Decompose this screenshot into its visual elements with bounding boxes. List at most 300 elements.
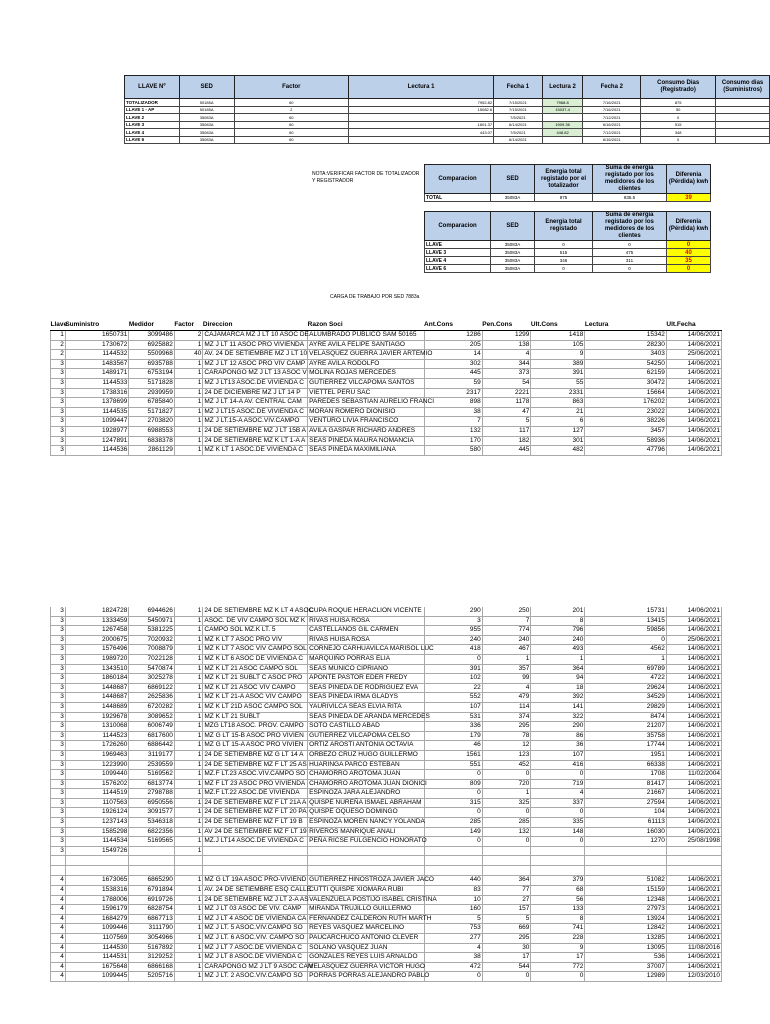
detail-cell: 389 [531, 359, 585, 369]
detail-cell: 14/06/2021 [666, 436, 721, 446]
detail-cell: 277 [424, 934, 482, 944]
comparison-cell: LLAVE 6 [425, 265, 491, 273]
summary-cell: 60 [234, 114, 349, 122]
summary-cell: LLAVE 4 [125, 129, 180, 137]
detail-col-header: Pen.Cons [482, 318, 531, 331]
detail-cell: 544 [482, 962, 531, 972]
detail-cell: 34529 [585, 693, 666, 703]
detail-cell: 467 [482, 645, 531, 655]
detail-cell [51, 856, 66, 866]
detail-cell: 1 [174, 953, 203, 963]
detail-cell: SEAS PINEDA MAURA NOMANCIA [308, 436, 424, 446]
summary-cell: 7/15/2021 [494, 99, 543, 107]
detail-cell: 12989 [585, 972, 666, 982]
detail-cell: 1596179 [65, 905, 129, 915]
detail-cell: 86 [531, 731, 585, 741]
detail-cell: 1969463 [65, 750, 129, 760]
detail-row [51, 895, 722, 905]
detail-table-top [50, 318, 722, 456]
detail-cell: 6869122 [129, 683, 175, 693]
summary-cell: LLAVE 2 [125, 114, 180, 122]
detail-cell: MZ K LT 1 ASOC.DE VIVIENDA C [203, 446, 308, 456]
detail-cell: 3054966 [129, 934, 175, 944]
detail-cell: 1708 [585, 770, 666, 780]
detail-cell: MZ J LT 4 ASOC DE VIVIENDA CA [203, 914, 308, 924]
detail-cell: 3 [51, 798, 66, 808]
detail-cell: 14/06/2021 [666, 664, 721, 674]
detail-cell: 1267458 [65, 626, 129, 636]
detail-cell: 11/08/2016 [666, 943, 721, 953]
detail-cell: 3 [51, 702, 66, 712]
detail-cell: 24 DE SETIEMBRE MZ F LT 20 PA [203, 808, 308, 818]
detail-cell: 5 [482, 417, 531, 427]
detail-row [51, 779, 722, 789]
detail-cell: 99 [482, 674, 531, 684]
detail-row [51, 789, 722, 799]
detail-cell: 14/06/2021 [666, 369, 721, 379]
detail-col-header: Medidor [129, 318, 175, 331]
detail-cell: MZ J LT 7 ASOC.DE VIVIENDA C [203, 943, 308, 953]
comparison-cell: 35083A [491, 241, 535, 249]
detail-row [51, 674, 722, 684]
detail-cell: 14/06/2021 [666, 731, 721, 741]
detail-row [51, 607, 722, 616]
detail-cell: PORRAS PORRAS ALEJANDRO PABLO [308, 972, 424, 982]
detail-cell: 7 [482, 616, 531, 626]
detail-row [51, 866, 722, 876]
detail-cell: 1 [531, 654, 585, 664]
detail-cell: 149 [424, 827, 482, 837]
detail-cell: 357 [482, 664, 531, 674]
detail-cell: 21207 [585, 722, 666, 732]
detail-cell: 14/06/2021 [666, 808, 721, 818]
detail-cell: HUARINGA PARCO ESTEBAN [308, 760, 424, 770]
detail-cell: 132 [482, 827, 531, 837]
comparison-cell: 40 [667, 249, 711, 257]
detail-cell: GUTIERREZ VILCAPOMA SANTOS [308, 378, 424, 388]
detail-col-header: Suministro [65, 318, 129, 331]
detail-row [51, 886, 722, 896]
detail-cell: 416 [531, 760, 585, 770]
detail-cell: ALUMBRADO PUBLICO SAM 50165 [308, 331, 424, 341]
detail-cell: 5381225 [129, 626, 175, 636]
detail-row [51, 846, 722, 856]
detail-cell: 1 [174, 876, 203, 886]
detail-row [51, 378, 722, 388]
detail-cell: 1 [174, 654, 203, 664]
detail-cell: 38226 [585, 417, 666, 427]
detail-row [51, 635, 722, 645]
detail-cell: 14 [424, 350, 482, 360]
detail-cell: 0 [482, 837, 531, 847]
detail-cell: CASTELLANOS GIL CARMEN [308, 626, 424, 636]
detail-cell: 6886442 [129, 741, 175, 751]
detail-cell: SOTO CASTILLO ABAD [308, 722, 424, 732]
detail-cell: MZ K LT 21 ASOC VIV CAMPO [203, 683, 308, 693]
detail-cell: 21 [531, 407, 585, 417]
detail-cell: 5169565 [129, 837, 175, 847]
detail-cell: 809 [424, 779, 482, 789]
detail-cell: 3 [51, 722, 66, 732]
summary-cell [716, 121, 770, 129]
comparison-col-header: Energia total registado por el totalizador [535, 165, 593, 194]
detail-cell [308, 856, 424, 866]
detail-cell: 1 [174, 607, 203, 616]
summary-cell: 60 [234, 129, 349, 137]
summary-row [125, 114, 770, 122]
detail-cell: MZ K LT 7 ASOC PRO VIV [203, 635, 308, 645]
detail-cell: 14/06/2021 [666, 426, 721, 436]
detail-cell: 14/06/2021 [666, 693, 721, 703]
detail-cell: 16030 [585, 827, 666, 837]
detail-cell: 5346318 [129, 818, 175, 828]
detail-row [51, 426, 722, 436]
detail-cell: 4 [51, 972, 66, 982]
detail-cell: 14/06/2021 [666, 789, 721, 799]
detail-cell: 6753194 [129, 369, 175, 379]
summary-cell: 6/16/2021 [583, 121, 641, 129]
detail-cell: 127 [531, 426, 585, 436]
detail-cell: VELASQUEZ GUERRA VICTOR HUGO [308, 962, 424, 972]
detail-cell: 14/06/2021 [666, 914, 721, 924]
comparison-col-header: Energia total registado [535, 212, 593, 241]
detail-cell: 54 [482, 378, 531, 388]
detail-cell: 1860184 [65, 674, 129, 684]
detail-cell: 11/02/2004 [666, 770, 721, 780]
detail-cell: 6935788 [129, 359, 175, 369]
summary-cell: 448.82 [542, 129, 583, 137]
detail-cell: 0 [424, 770, 482, 780]
detail-cell: 2861129 [129, 446, 175, 456]
summary-cell: 60 [234, 121, 349, 129]
detail-cell: 138 [482, 340, 531, 350]
summary-cell: 1601.37 [349, 121, 494, 129]
comparison-row [425, 194, 711, 202]
summary-row [125, 106, 770, 114]
detail-cell: 335 [531, 818, 585, 828]
detail-row [51, 914, 722, 924]
detail-row [51, 905, 722, 915]
detail-cell: 102 [424, 674, 482, 684]
detail-cell: 157 [482, 905, 531, 915]
detail-cell: 322 [531, 712, 585, 722]
detail-cell: 6720282 [129, 702, 175, 712]
comparison-col-header: Comparacion [425, 165, 491, 194]
detail-cell: YAURIVILCA SEAS ELVIA RITA [308, 702, 424, 712]
detail-cell: MZ J LT 14-A AV. CENTRAL CAM [203, 398, 308, 408]
detail-cell: 13095 [585, 943, 666, 953]
detail-cell: 24 DE SETIEMBRE MZ F LT 21A A [203, 798, 308, 808]
detail-cell: 0 [531, 770, 585, 780]
detail-cell: CAJAMARCA MZ J LT 10 ASOC DE [203, 331, 308, 341]
detail-cell: 1 [174, 693, 203, 703]
detail-cell: 1 [174, 741, 203, 751]
detail-cell: 14/06/2021 [666, 876, 721, 886]
detail-row [51, 616, 722, 626]
detail-cell: 2331 [531, 388, 585, 398]
detail-cell: 6919726 [129, 895, 175, 905]
detail-cell: 10 [424, 895, 482, 905]
detail-cell: MZ J LT 03 ASOC DE VIV. CAMP [203, 905, 308, 915]
detail-cell: 0 [531, 808, 585, 818]
detail-cell: 1576202 [65, 779, 129, 789]
detail-cell: ESPINOZA JARA ALEJANDRO [308, 789, 424, 799]
detail-cell: 5470874 [129, 664, 175, 674]
detail-cell: 1 [174, 359, 203, 369]
detail-cell: 22 [424, 683, 482, 693]
detail-cell: 132 [424, 426, 482, 436]
detail-cell: 7 [424, 417, 482, 427]
detail-cell: 29624 [585, 683, 666, 693]
detail-cell: 6006749 [129, 722, 175, 732]
detail-cell: 123 [482, 750, 531, 760]
detail-cell: 14/06/2021 [666, 683, 721, 693]
detail-cell: 3129252 [129, 953, 175, 963]
detail-cell [129, 856, 175, 866]
detail-cell: 3 [51, 607, 66, 616]
detail-cell: 1418 [531, 331, 585, 341]
detail-cell: MZ J LT. 5 ASOC.VIV.CAMPO SO [203, 924, 308, 934]
detail-cell: 7008879 [129, 645, 175, 655]
detail-cell: 1 [174, 712, 203, 722]
detail-cell: 3 [51, 683, 66, 693]
detail-cell: 14/06/2021 [666, 331, 721, 341]
detail-cell: MZ F LT 23 ASOC PRO VIVIENDA [203, 779, 308, 789]
detail-cell [51, 866, 66, 876]
summary-cell: 50 [641, 106, 716, 114]
detail-cell: 14/06/2021 [666, 750, 721, 760]
comparison-cell: 0 [535, 265, 593, 273]
detail-cell: SEAS PINEDA DE RODRIGUEZ EVA [308, 683, 424, 693]
detail-cell: 3025278 [129, 674, 175, 684]
detail-cell: 4 [51, 905, 66, 915]
detail-cell: 3 [51, 789, 66, 799]
detail-cell: 12842 [585, 924, 666, 934]
detail-cell: MZ J LT.15-A ASOC.VIV.CAMPO [203, 417, 308, 427]
detail-cell: 0 [531, 837, 585, 847]
detail-cell: AV. 24 DE SETIEMBRE ESQ CALLE [203, 886, 308, 896]
detail-cell: 3 [51, 837, 66, 847]
detail-cell: 3 [424, 616, 482, 626]
detail-cell: 5 [424, 914, 482, 924]
detail-cell: 1 [174, 837, 203, 847]
detail-cell: VIETTEL PERU SAC [308, 388, 424, 398]
detail-cell [531, 846, 585, 856]
detail-cell: 1 [174, 934, 203, 944]
detail-cell: 4 [482, 683, 531, 693]
comparison-cell: 0 [667, 241, 711, 249]
detail-cell: FERNANDEZ CALDERON RUTH MARTH [308, 914, 424, 924]
detail-row [51, 722, 722, 732]
detail-cell: 105 [531, 340, 585, 350]
summary-cell: 35083A [179, 129, 234, 137]
detail-cell: MZ.F LT.22 ASOC.DE VIVIENDA [203, 789, 308, 799]
detail-cell: 104 [585, 808, 666, 818]
detail-cell: 46 [424, 741, 482, 751]
comparison-cell: 515 [535, 249, 593, 257]
detail-cell: 1286 [424, 331, 482, 341]
detail-cell: QUISPE OQUESO DOMINGO [308, 808, 424, 818]
detail-cell: 3 [51, 760, 66, 770]
detail-cell: 4 [51, 876, 66, 886]
detail-cell: 1144534 [65, 837, 129, 847]
detail-cell: 863 [531, 398, 585, 408]
detail-cell: 36 [531, 741, 585, 751]
detail-cell: 898 [424, 398, 482, 408]
detail-cell: 1 [174, 369, 203, 379]
detail-body-bottom [51, 607, 722, 981]
comparison-col-header: SED [491, 165, 535, 194]
detail-cell [203, 866, 308, 876]
detail-cell: 3 [51, 818, 66, 828]
detail-cell: 5509968 [129, 350, 175, 360]
detail-cell: MZ J LT15 ASOC.DE VIVIENDA C [203, 407, 308, 417]
detail-row [51, 856, 722, 866]
detail-cell: 2703820 [129, 417, 175, 427]
detail-cell: 3 [51, 398, 66, 408]
detail-body-top [51, 331, 722, 456]
detail-cell: 1 [174, 702, 203, 712]
detail-row [51, 760, 722, 770]
detail-cell: VELASQUEZ GUERRA JAVIER ARTEMIO [308, 350, 424, 360]
detail-cell: MZ K LT 21D ASOC CAMPO SOL [203, 702, 308, 712]
detail-cell: 531 [424, 712, 482, 722]
detail-cell: 3 [51, 436, 66, 446]
detail-cell: 418 [424, 645, 482, 655]
detail-col-header: Factor [174, 318, 203, 331]
detail-cell: 2 [51, 350, 66, 360]
detail-cell: 38 [424, 953, 482, 963]
detail-cell: 17744 [585, 741, 666, 751]
detail-cell: MZ G LT 19A ASOC PRO-VIVIEND [203, 876, 308, 886]
detail-cell: 7022128 [129, 654, 175, 664]
detail-cell: 1144533 [65, 378, 129, 388]
detail-cell: 28230 [585, 340, 666, 350]
detail-cell: 1675648 [65, 962, 129, 972]
detail-cell: 1483567 [65, 359, 129, 369]
detail-cell: 35758 [585, 731, 666, 741]
detail-cell: 17 [482, 953, 531, 963]
detail-cell: 1 [174, 417, 203, 427]
detail-cell: 325 [482, 798, 531, 808]
detail-cell: 3119177 [129, 750, 175, 760]
detail-cell: 753 [424, 924, 482, 934]
detail-cell: 3 [51, 741, 66, 751]
detail-cell: 3 [51, 770, 66, 780]
comparison-cell: 475 [593, 249, 667, 257]
detail-cell: 170 [424, 436, 482, 446]
detail-cell: 552 [424, 693, 482, 703]
detail-cell: 1099440 [65, 770, 129, 780]
detail-cell: 1489171 [65, 369, 129, 379]
detail-cell: 3 [51, 359, 66, 369]
detail-cell: AV 24 DE SETIEMBRE MZ F LT 19 [203, 827, 308, 837]
detail-cell: 0 [424, 808, 482, 818]
detail-cell [666, 846, 721, 856]
comparison-cell: 835.5 [593, 194, 667, 202]
detail-cell [129, 866, 175, 876]
detail-col-header: Lectura [585, 318, 666, 331]
detail-cell: 6791894 [129, 886, 175, 896]
detail-cell: 6950556 [129, 798, 175, 808]
detail-table-bottom [50, 607, 722, 982]
detail-row [51, 417, 722, 427]
detail-cell: 5 [482, 914, 531, 924]
detail-cell: 3 [51, 645, 66, 655]
detail-cell: 1310068 [65, 722, 129, 732]
detail-cell: 5169562 [129, 770, 175, 780]
detail-cell: 5450971 [129, 616, 175, 626]
detail-cell [666, 866, 721, 876]
detail-row [51, 446, 722, 456]
detail-cell [203, 846, 308, 856]
detail-cell: 1929678 [65, 712, 129, 722]
detail-cell: 1788006 [65, 895, 129, 905]
detail-cell: RIVEROS MANRIQUE ANALI [308, 827, 424, 837]
detail-cell: 107 [424, 702, 482, 712]
detail-cell: SEAS MUNICO CIPRIANO [308, 664, 424, 674]
summary-cell: 7/16/2021 [583, 99, 641, 107]
detail-row [51, 359, 722, 369]
detail-cell: REYES VASQUEZ MARCELINO [308, 924, 424, 934]
detail-row [51, 712, 722, 722]
detail-cell: 1726260 [65, 741, 129, 751]
detail-cell: 3457 [585, 426, 666, 436]
detail-cell: 5205716 [129, 972, 175, 982]
detail-cell: 14/06/2021 [666, 340, 721, 350]
comparison-llaves-header [425, 212, 711, 241]
detail-cell: 0 [424, 654, 482, 664]
detail-cell: 3 [51, 426, 66, 436]
detail-cell: QUISPE NUREÑA ISMAEL ABRAHAM [308, 798, 424, 808]
detail-cell: GONZALES REYES LUIS ARNALDO [308, 953, 424, 963]
detail-cell: 6828754 [129, 905, 175, 915]
summary-table [124, 75, 770, 144]
detail-cell: 0 [482, 808, 531, 818]
detail-cell: 201 [531, 607, 585, 616]
detail-cell: 1 [174, 407, 203, 417]
detail-cell: 68 [531, 886, 585, 896]
detail-cell: 69789 [585, 664, 666, 674]
detail-cell: 4 [424, 943, 482, 953]
detail-cell: 3403 [585, 350, 666, 360]
detail-cell: 133 [531, 905, 585, 915]
detail-cell: MARQUIÑO PORRAS ELIA [308, 654, 424, 664]
detail-cell: 1 [174, 818, 203, 828]
detail-cell: 250 [482, 607, 531, 616]
summary-cell [716, 106, 770, 114]
detail-cell [424, 866, 482, 876]
summary-cell: LLAVE 1 - AP [125, 106, 180, 114]
detail-cell: 228 [531, 934, 585, 944]
detail-cell: 344 [482, 359, 531, 369]
detail-cell: 1951 [585, 750, 666, 760]
detail-cell: 295 [482, 722, 531, 732]
detail-cell: RIVAS HUISA ROSA [308, 635, 424, 645]
comparison-cell: 35083A [491, 249, 535, 257]
detail-cell: 719 [531, 779, 585, 789]
detail-row [51, 943, 722, 953]
detail-cell: 3111790 [129, 924, 175, 934]
detail-cell: 2798788 [129, 789, 175, 799]
detail-cell: 13415 [585, 616, 666, 626]
comparison-col-header: Comparacion [425, 212, 491, 241]
summary-cell [716, 136, 770, 144]
comparison-llaves-table [424, 211, 711, 273]
detail-cell: 4 [51, 886, 66, 896]
detail-cell: 14/06/2021 [666, 712, 721, 722]
detail-cell: 2 [51, 340, 66, 350]
